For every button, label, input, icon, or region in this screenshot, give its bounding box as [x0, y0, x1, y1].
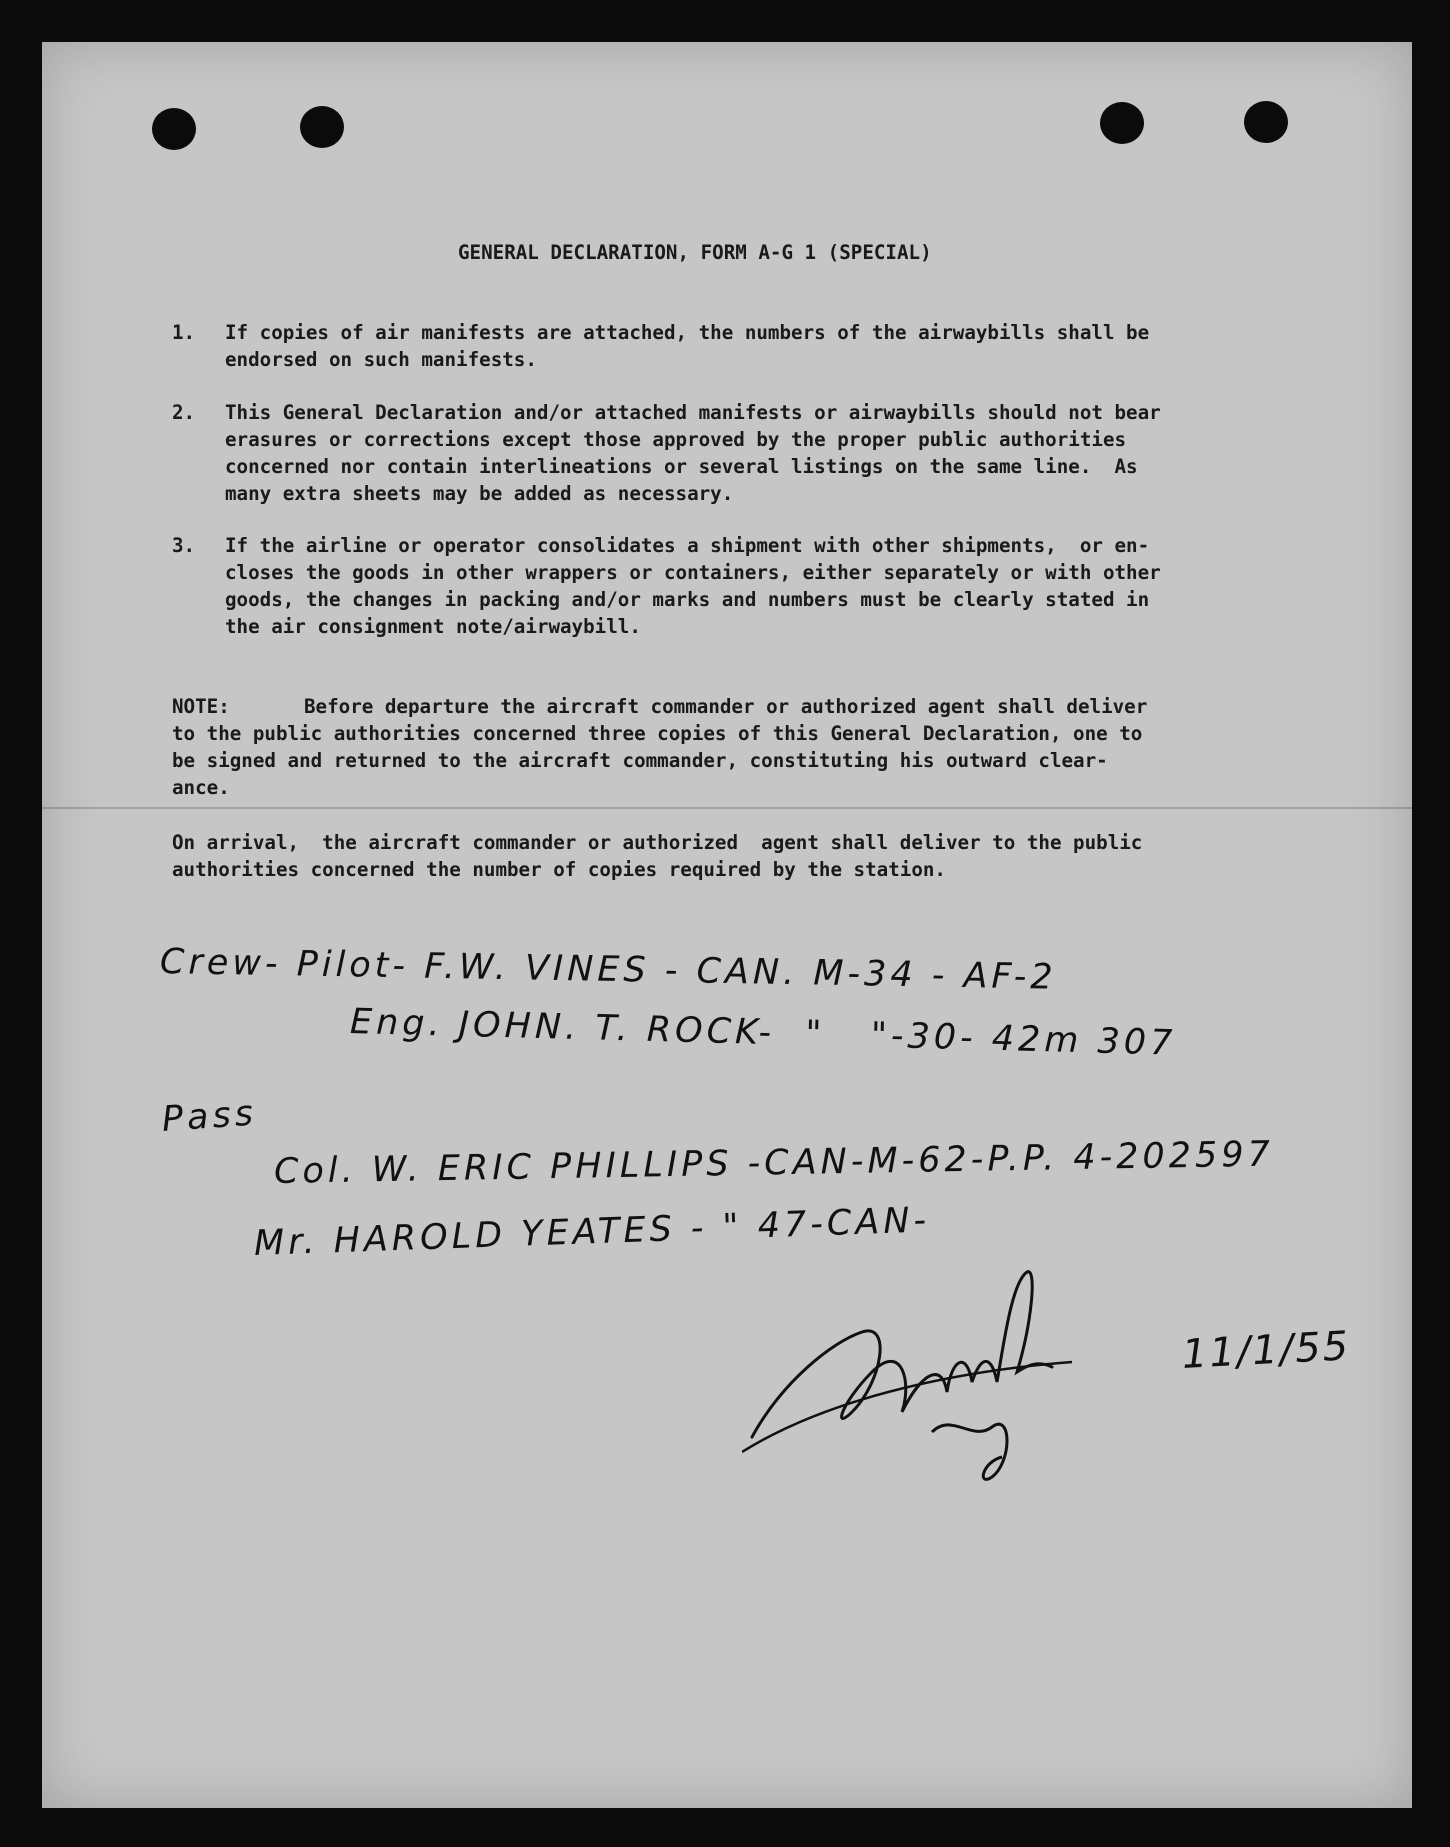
handwritten-passengers-label: Pass	[160, 1093, 259, 1140]
item-number: 3.	[172, 534, 196, 557]
item-number: 1.	[172, 321, 196, 344]
handwritten-crew-engineer: Eng. JOHN. T. ROCK- " "-30- 42m 307	[349, 1002, 1177, 1064]
note-label: NOTE:	[172, 695, 230, 718]
signature-scribble	[742, 1262, 1102, 1492]
arrival-line: authorities concerned the number of copies required by the station.	[172, 858, 946, 881]
item-line: endorsed on such manifests.	[225, 348, 537, 371]
punch-hole	[1244, 101, 1288, 143]
handwritten-date: 11/1/55	[1180, 1323, 1352, 1378]
item-line: many extra sheets may be added as necessary.	[225, 482, 734, 505]
punch-hole	[152, 108, 196, 150]
item-line: the air consignment note/airwaybill.	[225, 615, 641, 638]
form-title: GENERAL DECLARATION, FORM A-G 1 (SPECIAL)	[458, 241, 932, 264]
handwritten-passenger-2: Mr. HAROLD YEATES - " 47-CAN-	[253, 1200, 931, 1264]
note-line: ance.	[172, 776, 230, 799]
handwritten-passenger-1: Col. W. ERIC PHILLIPS -CAN-M-62-P.P. 4-202597	[273, 1134, 1275, 1192]
punch-hole	[300, 106, 344, 148]
handwritten-crew-pilot: Crew- Pilot- F.W. VINES - CAN. M-34 - AF-2	[159, 942, 1057, 998]
note-line: be signed and returned to the aircraft commander, constituting his outward clear-	[172, 749, 1108, 772]
item-number: 2.	[172, 401, 196, 424]
fold-line	[42, 807, 1412, 809]
punch-hole	[1100, 102, 1144, 144]
declaration-sheet	[42, 42, 1412, 1808]
note-line: Before departure the aircraft commander or authorized agent shall deliver	[304, 695, 1148, 718]
item-line: This General Declaration and/or attached manifests or airwaybills should not bear	[225, 401, 1161, 424]
note-line: to the public authorities concerned three copies of this General Declaration, one to	[172, 722, 1143, 745]
item-line: concerned nor contain interlineations or several listings on the same line. As	[225, 455, 1138, 478]
item-line: closes the goods in other wrappers or containers, either separately or with other	[225, 561, 1161, 584]
item-line: goods, the changes in packing and/or marks and numbers must be clearly stated in	[225, 588, 1150, 611]
item-line: erasures or corrections except those approved by the proper public authorities	[225, 428, 1127, 451]
arrival-line: On arrival, the aircraft commander or authorized agent shall deliver to the public	[172, 831, 1143, 854]
item-line: If copies of air manifests are attached, the numbers of the airwaybills shall be	[225, 321, 1150, 344]
item-line: If the airline or operator consolidates a shipment with other shipments, or en-	[225, 534, 1150, 557]
